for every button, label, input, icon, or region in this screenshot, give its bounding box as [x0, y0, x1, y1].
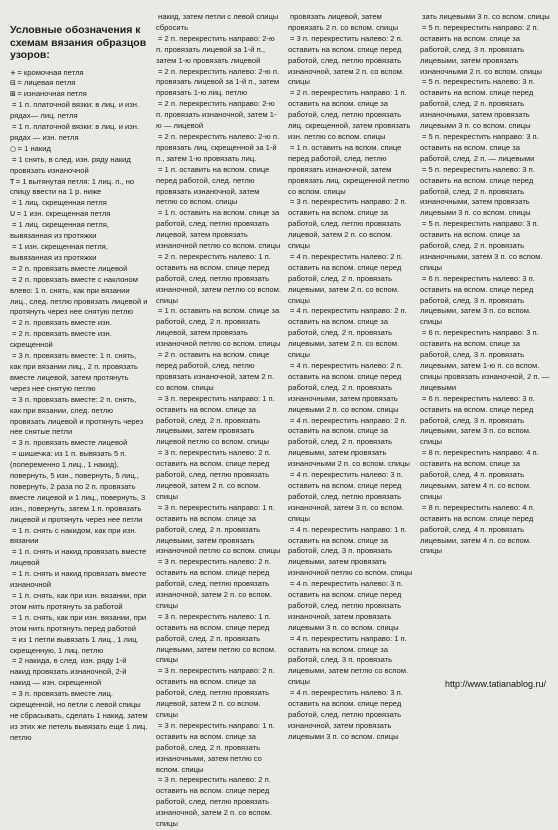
legend-entry: [156, 612, 282, 667]
legend-entry: [10, 155, 148, 177]
legend-text: = 1 п. снять с накидом, как при изн. вязании: [10, 525, 137, 546]
legend-text: = 4 п. перекрестить направо: 1 п. оставить на вспом. спице за работой, след. 3 п. провязать лицевыми, затем петлю со вспом. спицы: [288, 633, 409, 687]
legend-column-2: [156, 12, 282, 830]
legend-entry: [420, 274, 550, 329]
legend-text: = 2 п. провязать вместе лицевой: [12, 263, 128, 273]
legend-text: = лицевая петля: [17, 78, 76, 88]
legend-entry: [288, 306, 414, 361]
legend-entry: [10, 122, 148, 144]
legend-entry: [156, 350, 282, 394]
legend-text: провязать лицевой, затем провязать 2 п. со вспом. спицы: [288, 12, 399, 32]
legend-entry: [156, 306, 282, 350]
legend-entry: [288, 197, 414, 252]
page-title: Условные обозначения к схемам вязания образцов узоров:: [10, 24, 147, 61]
legend-text: = 5 п. перекрестить направо: 3 п. оставить на вспом. спице за работой, след. 2 п. — лицевыми: [420, 131, 539, 163]
legend-entry: [10, 526, 148, 548]
legend-entry: [10, 242, 148, 264]
legend-entry: [10, 689, 148, 744]
legend-entry: [10, 89, 148, 100]
chart-symbol-icon: +: [10, 68, 16, 77]
legend-entry: [10, 656, 148, 689]
legend-entry: [288, 579, 414, 634]
legend-entry: [10, 438, 148, 449]
legend-entry: [10, 569, 148, 591]
chart-symbol-icon: ⊞: [10, 90, 16, 99]
chart-symbol-icon: ○: [10, 144, 16, 153]
legend-entry: [156, 448, 282, 503]
legend-text: = 1 п. оставить на вспом. спице перед работой, след. петлю провязать изнаночной, затем провязать лиц. скрещенной петлю со вспом. спицы: [288, 142, 410, 196]
legend-entry: [156, 666, 282, 721]
legend-text: = 1 снять, в след. изн. ряду накид провязать изнаночной: [10, 154, 131, 175]
legend-text: = 3 п. перекрестить налево: 2 п. оставить на вспом. спице перед работой, след. петлю провязать изнаночной, затем 2 п. со вспом. спицы: [288, 33, 405, 87]
legend-entry: [10, 78, 148, 89]
legend-entry: [288, 143, 414, 198]
legend-text: = изнаночная петля: [17, 89, 87, 99]
legend-entry: [420, 503, 550, 558]
legend-text: = 1 п. платочной вязки: в лиц. и изн. рядах— лиц. петля: [10, 100, 140, 121]
legend-entry: [156, 67, 282, 100]
legend-entry: [156, 99, 282, 132]
legend-text: = 3 п. перекрестить налево: 2 п. оставить на вспом. спице перед работой, след. петлю провязать лицевой, затем 2 п. со вспом. спицы: [156, 448, 271, 501]
legend-entry: [10, 635, 148, 657]
legend-entry: [156, 557, 282, 612]
legend-entry: [10, 275, 148, 319]
legend-text: = 3 п. перекрестить направо: 2 п. оставить на вспом. спице за работой, след. петлю провязать лицевой, затем 2 п. со вспом. спицы: [156, 666, 275, 719]
legend-text: = 1 п. снять и накид провязать вместе лицевой: [10, 547, 147, 568]
legend-entry: [420, 12, 550, 23]
legend-entry: [288, 470, 414, 525]
legend-text: = шишечка: из 1 п. вывязать 5 п. (попеременно 1 лиц., 1 накид), повернуть, 5 изн., повернуть, 5 лиц., повернуть, 2 раза по 2 п. провязать вместе лицевой и 1 лиц., повернуть, 3 изн., повернуть, затем 1 п. провязать лицевой и протянуть через нее петли: [10, 449, 146, 524]
legend-text: = 4 п. перекрестить налево: 3 п. оставить на вспом. спице перед работой, след. петлю провязать изнаночной, затем 3 п. со вспом. спицы: [288, 470, 405, 523]
legend-entry: [420, 165, 550, 220]
legend-text: = 2 п. провязать вместе с наклоном влево: 1 п. снять, как при вязании лиц., след. петлю провязать лицевой и протянуть через нее снятую петлю: [10, 274, 148, 317]
legend-text: = 2 п. оставить на вспом. спице перед работой, след. петлю провязать изнаночной, затем 2 п. со вспом. спицы: [156, 350, 274, 392]
legend-entry: [288, 34, 414, 89]
legend-entry: [10, 209, 148, 220]
legend-text: = 1 лиц. скрещенная петля: [12, 198, 107, 208]
watermark-url[interactable]: http://www.tatianablog.ru/: [444, 679, 546, 689]
legend-entry: [10, 395, 148, 439]
legend-text: = 2 накида, в след. изн. ряду 1-й накид провязать изнаночной, 2-й накид — изн. скрещенной: [10, 656, 127, 688]
legend-entry: [156, 721, 282, 776]
legend-entry: [288, 688, 414, 743]
legend-text: = 5 п. перекрестить налево: 3 п. оставить на вспом. спице перед работой, след. 2 п. провязать изнаночными, затем провязать лицевыми 3 п. со вспом. спицы: [420, 77, 535, 131]
legend-text: = 3 п. провязать вместе: 2 п. снять, как при вязании, след. петлю провязать лицевой и протянуть через нее снятые петли: [10, 394, 144, 437]
legend-entry: [10, 177, 148, 199]
legend-entry: [420, 394, 550, 449]
legend-entry: [10, 591, 148, 613]
legend-text: = 5 п. перекрестить направо: 3 п. оставить на вспом. спице за работой, след. 2 п. провязать изнаночными, затем 3 п. со вспом. спицы: [420, 219, 543, 272]
legend-text: = 2 п. перекрестить направо: 1 п. оставить на вспом. спице за работой, след. петлю провязать лиц. скрещенной, затем провязать изн. петлю со вспом. спицы: [288, 88, 411, 141]
legend-text: = 1 п. оставить на вспом. спице за работой, след. петлю провязать лицевой, затем провязать изнаночной петлю со вспом. спицы: [156, 208, 281, 251]
legend-text: = 1 накид: [17, 143, 51, 153]
legend-text: = 3 п. провязать вместе лиц. скрещенной, но петли с левой спицы не сбрасывать, сделать 1 накид, затем из этих же петель вывязать еще 1 лиц. петлю: [10, 689, 148, 742]
legend-text: = 1 п. оставить на вспом. спице за работой, след. 2 п. провязать лицевой, затем провязать изнаночной петлю со вспом. спицы: [156, 306, 281, 349]
legend-text: = 5 п. перекрестить направо: 2 п. оставить на вспом. спице за работой, след. 3 п. провязать лицевыми, затем провязать изнаночными 2 п. со вспом. спицы: [420, 22, 542, 76]
legend-text: = 4 п. перекрестить налево: 3 п. оставить на вспом. спице перед работой, след. петлю провязать изнаночной, затем провязать лицевыми 3 п. со вспом. спицы: [288, 579, 403, 632]
legend-text: = из 1 петли вывязать 1 лиц., 1 лиц. скрещенную, 1 лиц. петлю: [10, 634, 139, 655]
legend-text: = 3 п. перекрестить налево: 1 п. оставить на вспом. спице перед работой, след. 2 п. провязать лицевыми, затем петлю со вспом. спицы: [156, 611, 277, 665]
legend-text: = 2 п. провязать вместе изн. скрещенной: [10, 329, 112, 350]
legend-entry: [10, 220, 148, 242]
legend-entry: [420, 328, 550, 393]
legend-text: накид, затем петли с левой спицы сбросить: [156, 12, 279, 32]
legend-text: зать лицевыми 3 п. со вспом. спицы: [422, 12, 550, 21]
legend-text: = 4 п. перекрестить налево: 2 п. оставить на вспом. спице перед работой, след. 2 п. провязать изнаночными, затем провязать лицевыми 2 п. со вспом. спицы: [288, 361, 403, 414]
legend-column-3: [288, 12, 414, 743]
legend-text: = 1 изн. скрещенная петля, вывязанная из протяжки: [10, 242, 108, 262]
legend-entry: [156, 775, 282, 830]
legend-entry: [288, 416, 414, 471]
legend-entry: [156, 34, 282, 67]
legend-entry: [10, 351, 148, 395]
legend-text: = 3 п. перекрестить направо: 1 п. оставить на вспом. спице за работой, след. 2 п. провязать лицевыми, затем провязать лицевой петлю со вспом. спицы: [156, 393, 275, 447]
legend-entry: [156, 165, 282, 209]
legend-text: = 6 п. перекрестить направо: 3 п. оставить на вспом. спице за работой, след. 3 п. провязать лицевыми, затем 1-ю п. со вспом. спицы провязать изнаночной, 2 п. — лицевыми: [420, 328, 550, 392]
legend-entry: [420, 23, 550, 78]
legend-text: = 3 п. провязать вместе: 1 п. снять, как при вязании лиц., 2 п. провязать вместе лицевой, затем протянуть через нее снятую петлю: [10, 351, 138, 393]
chart-symbol-icon: U: [10, 210, 15, 219]
legend-text: = кромочная петля: [17, 67, 84, 77]
legend-text: = 1 изн. скрещенная петля: [16, 209, 111, 219]
legend-entry: [288, 88, 414, 143]
legend-entry: [156, 132, 282, 165]
legend-entry: [10, 144, 148, 155]
legend-text: = 8 п. перекрестить направо: 4 п. оставить на вспом. спице за работой, след. 4 п. провязать лицевыми, затем 4 п. со вспом. спицы: [420, 448, 539, 501]
legend-text: = 1 п. платочной вязки: в лиц. и изн. рядах — изн. петля: [10, 122, 140, 142]
legend-text: = 3 п. перекрестить налево: 2 п. оставить на вспом. спице перед работой, след. петлю провязать изнаночной, затем 2 п. со вспом. спицы: [156, 775, 273, 829]
legend-entry: [420, 132, 550, 165]
legend-entry: [10, 329, 148, 351]
legend-text: = 4 п. перекрестить направо: 1 п. оставить на вспом. спице за работой, след. 3 п. провязать лицевыми, затем провязать изнаночной петлю со вспом. спицы: [288, 524, 413, 578]
legend-text: = 1 п. снять, как при изн. вязании, при этом нить протянуть перед работой: [10, 612, 147, 633]
legend-text: = 2 п. перекрестить налево: 2-ю п. провязать лицевой за 1-й п., затем провязать 1-ю лиц. петлю: [156, 66, 280, 98]
legend-text: = 2 п. провязать вместе изн.: [12, 318, 112, 328]
legend-entry: [10, 547, 148, 569]
legend-entry: [156, 503, 282, 558]
legend-text: = 5 п. перекрестить налево: 3 п. оставить на вспом. спице перед работой, след. 2 п. провязать изнаночными, затем провязать лицевыми 3 п. со вспом. спицы: [420, 164, 535, 218]
legend-text: = 4 п. перекрестить направо: 2 п. оставить на вспом. спице за работой, след. 2 п. провязать лицевыми, затем провязать изнаночными 2 п. со вспом. спицы: [288, 415, 410, 469]
legend-text: = 2 п. перекрестить направо: 2-ю п. провязать лицевой за 1-й п., затем 1-ю провязать лицевой: [156, 33, 275, 65]
legend-text: = 3 п. перекрестить налево: 2 п. оставить на вспом. спице перед работой, след. петлю провязать изнаночной, затем 2 п. со вспом. спицы: [156, 557, 273, 610]
legend-entry: [156, 252, 282, 307]
legend-text: = 2 п. перекрестить направо: 2-ю п. провязать изнаночной, затем 1-ю — лицевой: [156, 99, 277, 131]
legend-text: = 3 п. провязать вместе лицевой: [12, 438, 128, 448]
legend-text: = 1 п. оставить на вспом. спице перед работой, след. петлю провязать изнаночной, затем петлю со вспом. спицы: [156, 164, 270, 207]
legend-text: = 1 п. снять и накид провязать вместе изнаночной: [10, 569, 147, 590]
legend-entry: [288, 361, 414, 416]
legend-text: = 3 п. перекрестить направо: 1 п. оставить на вспом. спице за работой, след. 2 п. провязать лицевыми, затем провязать изнаночной петлю со вспом. спицы: [156, 502, 281, 556]
chart-symbol-icon: ⊟: [10, 79, 16, 88]
legend-entry: [156, 208, 282, 252]
legend-text: = 3 п. перекрестить направо: 2 п. оставить на вспом. спице за работой, след. петлю провязать лицевой, затем 2 п. со вспом. спицы: [288, 197, 407, 251]
legend-entry: [10, 318, 148, 329]
legend-text: = 8 п. перекрестить налево: 4 п. оставить на вспом. спице перед работой, след. 4 п. провязать лицевыми, затем 4 п. со вспом. спицы: [420, 502, 535, 556]
legend-entry: [156, 12, 282, 34]
legend-text: = 4 п. перекрестить налево: 3 п. оставить на вспом. спице перед работой, след. петлю провязать изнаночной, затем провязать лицевыми 3 п. со вспом. спицы: [288, 688, 403, 741]
legend-entry: [420, 77, 550, 132]
legend-column-4: [420, 12, 550, 557]
legend-entry: [10, 449, 148, 525]
legend-text: = 4 п. перекрестить налево: 2 п. оставить на вспом. спице перед работой, след. 2 п. провязать лицевыми, затем 2 п. со вспом. спицы: [288, 251, 403, 305]
legend-entry: [420, 219, 550, 274]
legend-column-1: [10, 24, 148, 744]
legend-entry: [288, 252, 414, 307]
legend-text: = 6 п. перекрестить налево: 3 п. оставить на вспом. спице перед работой, след. 3 п. провязать лицевыми, затем 3 п. со вспом. спицы: [420, 273, 535, 327]
legend-entry: [288, 634, 414, 689]
legend-entry: [288, 12, 414, 34]
legend-entry: [10, 613, 148, 635]
legend-text: = 2 п. перекрестить налево: 2-ю п. провязать лиц. скрещенной за 1-й п., затем 1-ю провязать лиц.: [156, 131, 280, 163]
legend-text: = 1 вытянутая петля: 1 лиц. п., но спицу ввести на 1 р. ниже: [10, 176, 135, 197]
legend-text: = 4 п. перекрестить направо: 2 п. оставить на вспом. спице за работой, след. 2 п. провязать лицевыми, затем 2 п. со вспом. спицы: [288, 306, 407, 360]
legend-text: = 1 лиц. скрещенная петля, вывязанная из протяжки: [10, 220, 109, 241]
legend-entry: [420, 448, 550, 503]
legend-entry: [156, 394, 282, 449]
legend-entry: [10, 198, 148, 209]
legend-text: = 2 п. перекрестить налево: 1 п. оставить на вспом. спице перед работой, след. петлю провязать изнаночной, затем петлю со вспом. спицы: [156, 251, 281, 305]
legend-entry: [10, 100, 148, 122]
legend-entry: [288, 525, 414, 580]
legend-text: = 1 п. снять, как при изн. вязании, при этом нить протянуть за работой: [10, 591, 147, 611]
legend-text: = 3 п. перекрестить направо: 1 п. оставить на вспом. спице за работой, след. 2 п. провязать изнаночными, затем петлю со вспом. спицы: [156, 720, 275, 774]
legend-text: = 6 п. перекрестить налево: 3 п. оставить на вспом. спице перед работой, след. 3 п. провязать лицевыми, затем 3 п. со вспом. спицы: [420, 393, 535, 447]
chart-symbol-icon: T: [10, 177, 14, 186]
legend-entry: [10, 68, 148, 79]
legend-entry: [10, 264, 148, 275]
